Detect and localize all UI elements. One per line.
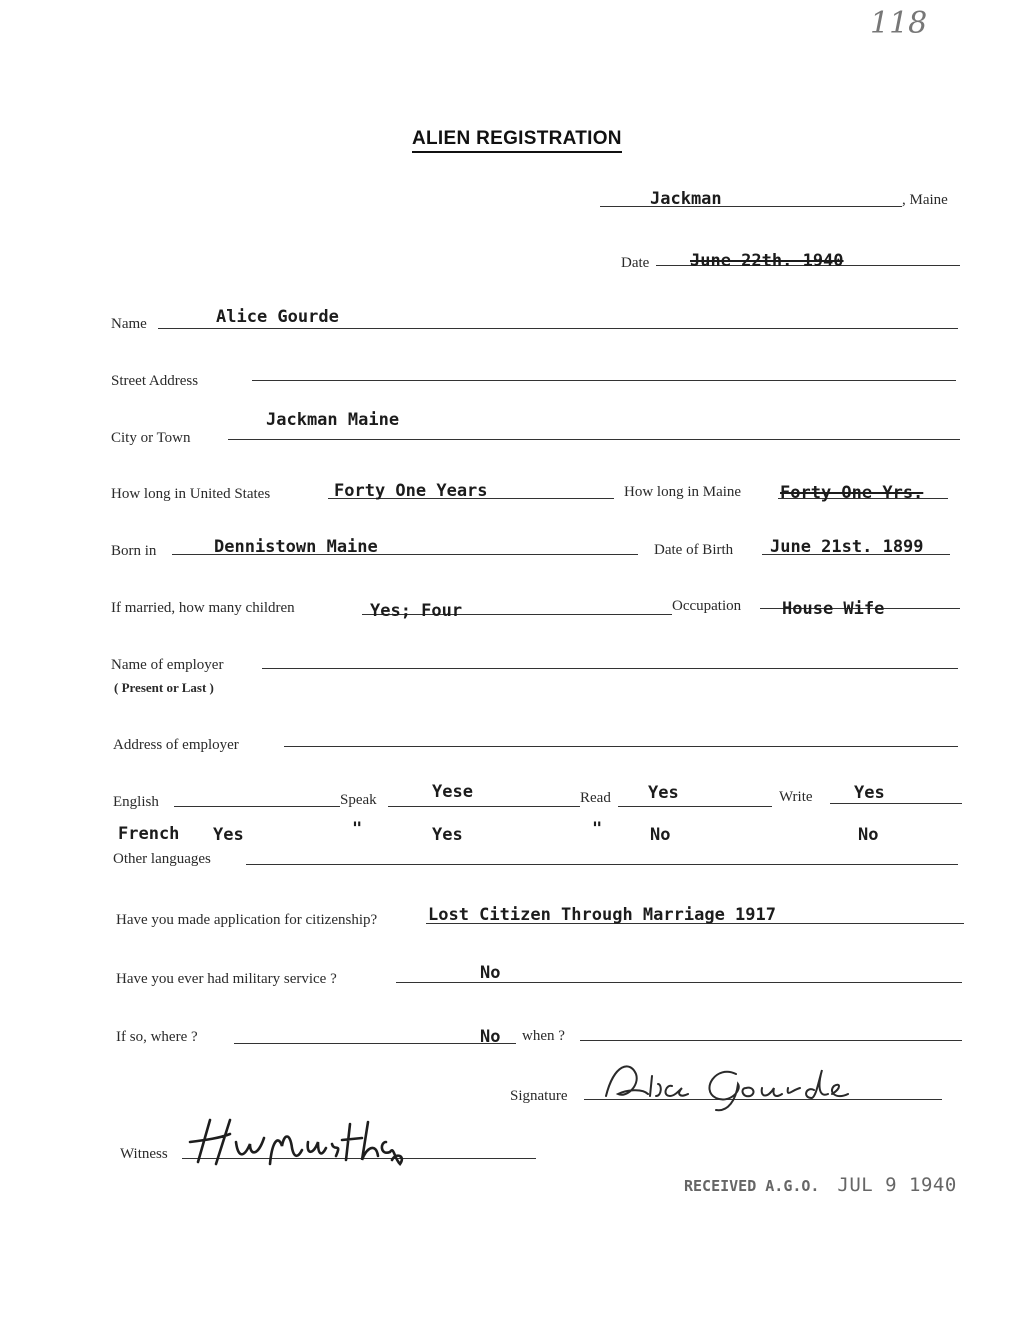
citizenship-value: Lost Citizen Through Marriage 1917 bbox=[428, 905, 776, 925]
when-label: when ? bbox=[522, 1028, 565, 1044]
received-stamp-date: JUL 9 1940 bbox=[837, 1174, 957, 1196]
city-line bbox=[228, 439, 960, 440]
date-value: June 22th. 1940 bbox=[690, 251, 844, 271]
town-value: Jackman bbox=[650, 189, 722, 209]
speak-line bbox=[388, 806, 580, 807]
english-line bbox=[174, 806, 340, 807]
english-speak-value: Yese bbox=[432, 782, 473, 802]
name-value: Alice Gourde bbox=[216, 307, 339, 327]
military-value: No bbox=[480, 963, 501, 983]
city-value: Jackman Maine bbox=[266, 410, 400, 430]
born-in-label: Born in bbox=[111, 543, 157, 559]
french-language: French bbox=[118, 824, 180, 844]
street-line bbox=[252, 380, 956, 381]
form-title: ALIEN REGISTRATION bbox=[412, 128, 622, 153]
state-label: , Maine bbox=[902, 192, 948, 208]
how-long-maine-value: Forty One Yrs. bbox=[780, 483, 924, 503]
name-line bbox=[158, 328, 958, 329]
signature-handwriting bbox=[596, 1054, 896, 1114]
employer-address-line bbox=[284, 746, 958, 747]
born-in-value: Dennistown Maine bbox=[214, 537, 378, 557]
military-label: Have you ever had military service ? bbox=[116, 971, 337, 987]
how-long-maine-label: How long in Maine bbox=[624, 484, 742, 500]
married-label: If married, how many children bbox=[111, 600, 295, 616]
french-read-value: No bbox=[650, 825, 671, 845]
write-line bbox=[830, 803, 962, 804]
how-long-us-label: How long in United States bbox=[111, 486, 271, 502]
french-speak-value: Yes bbox=[432, 825, 463, 845]
read-line bbox=[618, 806, 772, 807]
date-label: Date bbox=[621, 255, 650, 271]
read-label: Read bbox=[580, 790, 611, 806]
name-label: Name bbox=[111, 316, 147, 332]
how-long-us-value: Forty One Years bbox=[334, 481, 488, 501]
english-label: English bbox=[113, 794, 159, 810]
where-label: If so, where ? bbox=[116, 1029, 198, 1045]
date-of-birth-label: Date of Birth bbox=[654, 542, 734, 558]
occupation-label: Occupation bbox=[672, 598, 742, 614]
ditto-mark-2: " bbox=[592, 819, 603, 839]
employer-label: Name of employer bbox=[111, 657, 224, 673]
occupation-value: House Wife bbox=[782, 599, 885, 619]
where-line bbox=[234, 1043, 516, 1044]
where-value: No bbox=[480, 1027, 501, 1047]
received-stamp bbox=[684, 1174, 957, 1196]
witness-handwriting bbox=[186, 1112, 446, 1172]
town-line bbox=[600, 206, 902, 207]
english-read-value: Yes bbox=[648, 783, 679, 803]
employer-address-label: Address of employer bbox=[113, 737, 239, 753]
citizenship-label: Have you made application for citizenship? bbox=[116, 912, 378, 928]
witness-label: Witness bbox=[120, 1146, 168, 1162]
ditto-mark-1: " bbox=[352, 819, 363, 839]
english-write-value: Yes bbox=[854, 783, 885, 803]
signature-label: Signature bbox=[510, 1088, 568, 1104]
employer-sublabel: ( Present or Last ) bbox=[114, 680, 214, 695]
page-number: 118 bbox=[870, 6, 928, 41]
married-value: Yes; Four bbox=[370, 601, 463, 621]
city-label: City or Town bbox=[111, 430, 191, 446]
employer-line bbox=[262, 668, 958, 669]
street-label: Street Address bbox=[111, 373, 199, 389]
french-understand-value: Yes bbox=[213, 825, 244, 845]
date-of-birth-value: June 21st. 1899 bbox=[770, 537, 924, 557]
french-write-value: No bbox=[858, 825, 879, 845]
when-line bbox=[580, 1040, 962, 1041]
other-languages-line bbox=[246, 864, 958, 865]
other-languages-label: Other languages bbox=[113, 851, 211, 867]
received-stamp-text: RECEIVED A.G.O. bbox=[684, 1177, 820, 1195]
speak-label: Speak bbox=[340, 792, 377, 808]
write-label: Write bbox=[779, 789, 813, 805]
